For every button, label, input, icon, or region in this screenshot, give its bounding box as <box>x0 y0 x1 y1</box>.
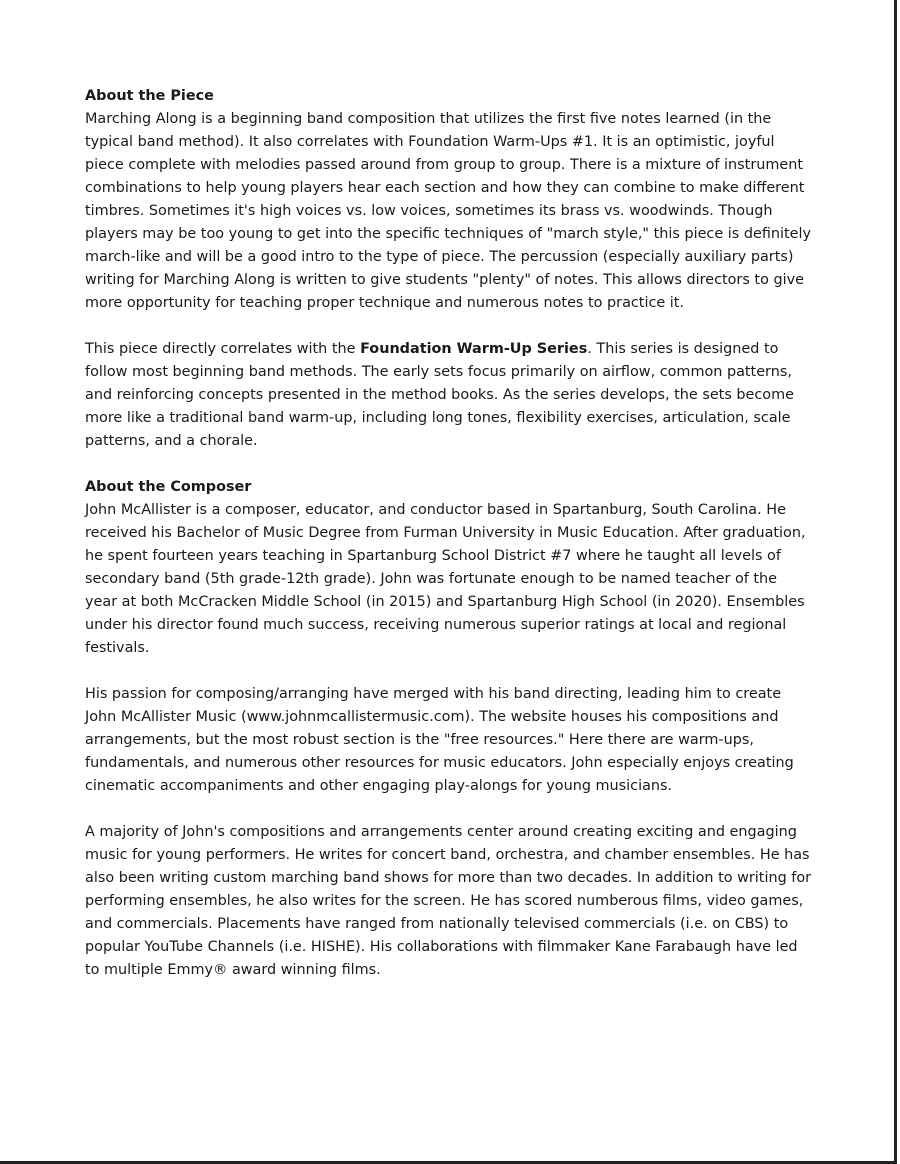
document-content <box>85 85 813 1005</box>
para2-text-after: . This series is designed to follow most beginning band methods. The early sets focus primarily on airflow, common patterns, and reinforcing concepts presented in the method books. As the series develops, the sets become more like a traditional band warm-up, including long tones, flexibility exercises, articulation, scale patterns, and a chorale. <box>85 341 794 449</box>
about-piece-paragraph-1: Marching Along is a beginning band composition that utilizes the first five notes learned (in the typical band method). It also correlates with Foundation Warm-Ups #1. It is an optimistic, joyful piece complete with melodies passed around from group to group. There is a mixture of instrument combinations to help young players hear each section and how they can combine to make different timbres. Sometimes it's high voices vs. low voices, sometimes its brass vs. woodwinds. Though players may be too young to get into the specific techniques of "march style," this piece is definitely march-like and will be a good intro to the type of piece. The percussion (especially auxiliary parts) writing for Marching Along is written to give students "plenty" of notes. This allows directors to give more opportunity for teaching proper technique and numerous notes to practice it. <box>85 111 812 311</box>
about-piece-paragraph-2 <box>85 338 813 453</box>
para2-text-before: This piece directly correlates with the <box>85 341 361 357</box>
about-composer-paragraph-3: A majority of John's compositions and arrangements center around creating exciting and engaging music for young performers. He writes for concert band, orchestra, and chamber ensembles. He has also been writing custom marching band shows for more than two decades. In addition to writing for performing ensembles, he also writes for the screen. He has scored numberous films, video games, and commercials. Placements have ranged from nationally televised commercials (i.e. on CBS) to popular YouTube Channels (i.e. HISHE). His collaborations with filmmaker Kane Farabaugh have led to multiple Emmy® award winning films. <box>85 824 812 978</box>
about-piece-heading: About the Piece <box>85 88 214 104</box>
about-composer-paragraph-1: John McAllister is a composer, educator, and conductor based in Spartanburg, South Carolina. He received his Bachelor of Music Degree from Furman University in Music Education. After graduation, he spent fourteen years teaching in Spartanburg School District #7 where he taught all levels of secondary band (5th grade-12th grade). John was fortunate enough to be named teacher of the year at both McCracken Middle School (in 2015) and Spartanburg High School (in 2020). Ensembles under his director found much success, receiving numerous superior ratings at local and regional festivals. <box>85 502 806 656</box>
foundation-series-title: Foundation Warm-Up Series <box>360 341 588 357</box>
about-composer-paragraph-2: His passion for composing/arranging have merged with his band directing, leading him to create John McAllister Music (www.johnmcallistermusic.com). The website houses his compositions and arrangements, but the most robust section is the "free resources." Here there are warm-ups, fundamentals, and numerous other resources for music educators. John especially enjoys creating cinematic accompaniments and other engaging play-alongs for young musicians. <box>85 686 794 794</box>
about-composer-heading: About the Composer <box>85 479 252 495</box>
